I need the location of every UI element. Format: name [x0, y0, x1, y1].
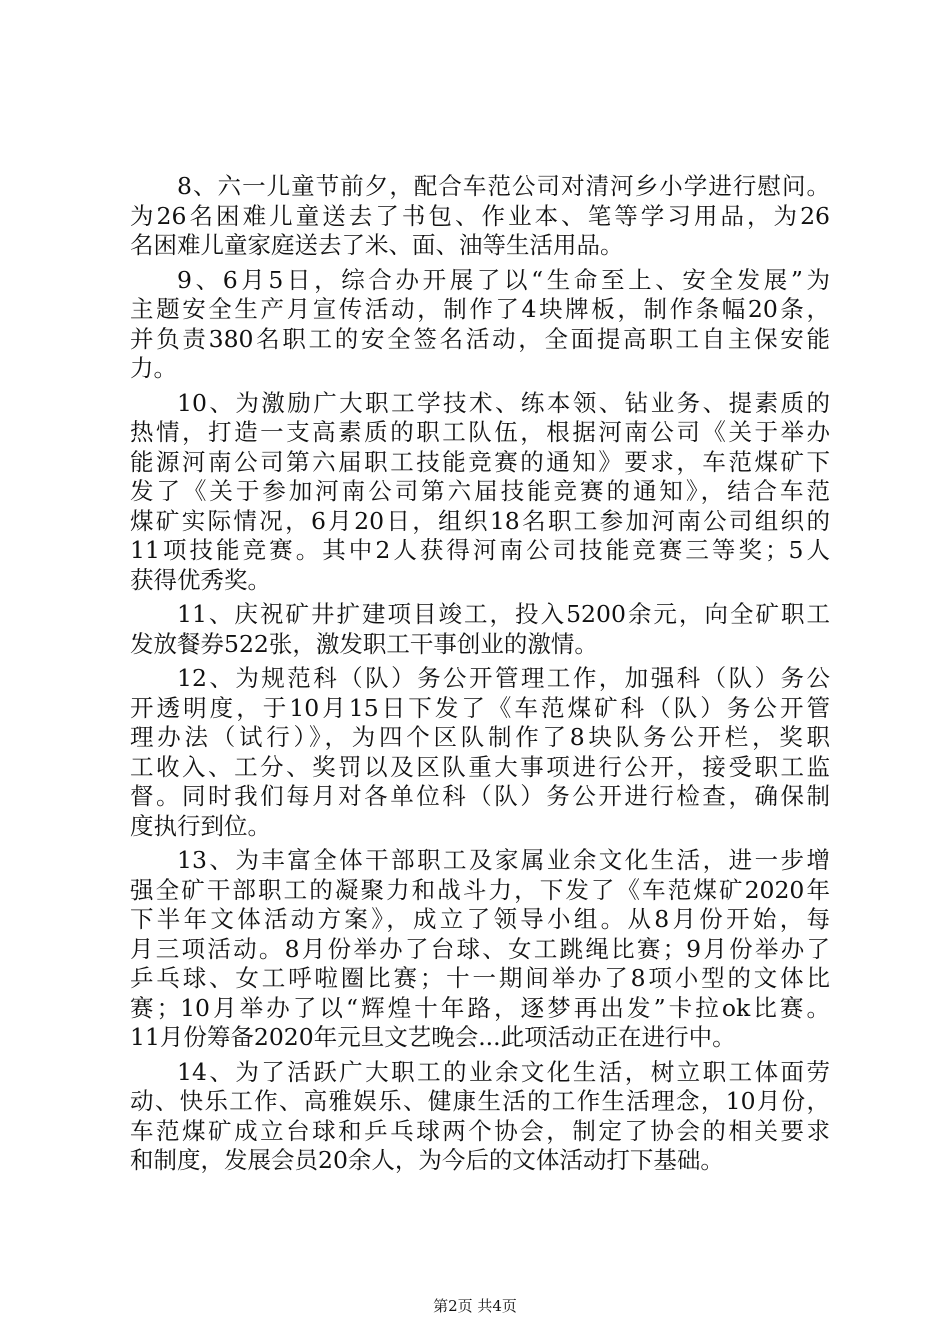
paragraph-line: 8、六一儿童节前夕，配合车范公司对清河乡小学进行慰问。	[177, 172, 830, 200]
paragraph-line: 10、为激励广大职工学技术、练本领、钻业务、提素质的	[177, 388, 830, 417]
paragraph-line: 度执行到位。	[130, 811, 271, 840]
paragraph-line: 11、庆祝矿井扩建项目竣工，投入5200余元，向全矿职工	[177, 600, 830, 628]
paragraph-line: 发了《关于参加河南公司第六届技能竞赛的通知》，结合车范	[130, 477, 830, 505]
paragraph	[130, 600, 830, 659]
paragraph-line: 赛；10月举办了以“辉煌十年路，逐梦再出发”卡拉ok比赛。	[130, 993, 830, 1022]
page-footer: 第2页 共4页	[433, 1297, 517, 1315]
paragraph-line: 12、为规范科（队）务公开管理工作，加强科（队）务公	[177, 664, 830, 692]
paragraph-line: 14、为了活跃广大职工的业余文化生活，树立职工体面劳	[177, 1057, 830, 1086]
paragraph-line: 并负责380名职工的安全签名活动，全面提高职工自主保安能	[130, 324, 830, 353]
paragraph-line: 和制度，发展会员20余人，为今后的文体活动打下基础。	[130, 1146, 724, 1174]
paragraph-line: 乒乓球、女工呼啦圈比赛；十一期间举办了8项小型的文体比	[130, 964, 830, 992]
paragraph-line: 开透明度，于10月15日下发了《车范煤矿科（队）务公开管	[130, 693, 830, 722]
paragraph-line: 11项技能竞赛。其中2人获得河南公司技能竞赛三等奖；5人	[130, 536, 830, 564]
paragraph-line: 11月份筹备2020年元旦文艺晚会...此项活动正在进行中。	[130, 1023, 736, 1051]
document-body	[130, 172, 830, 1181]
paragraph-line: 获得优秀奖。	[130, 565, 271, 594]
paragraph-line: 督。同时我们每月对各单位科（队）务公开进行检查，确保制	[130, 782, 830, 810]
paragraph	[130, 389, 830, 596]
paragraph-line: 动、快乐工作、高雅娱乐、健康生活的工作生活理念，10月份，	[130, 1087, 830, 1115]
paragraph-line: 强全矿干部职工的凝聚力和战斗力，下发了《车范煤矿2020年	[130, 875, 830, 904]
paragraph-line: 煤矿实际情况，6月20日，组织18名职工参加河南公司组织的	[130, 506, 830, 535]
paragraph-line: 主题安全生产月宣传活动，制作了4块牌板，制作条幅20条，	[130, 295, 830, 323]
paragraph-line: 名困难儿童家庭送去了米、面、油等生活用品。	[130, 231, 624, 259]
paragraph	[130, 846, 830, 1053]
paragraph-line: 工收入、工分、奖罚以及区队重大事项进行公开，接受职工监	[130, 752, 830, 781]
paragraph-line: 月三项活动。8月份举办了台球、女工跳绳比赛；9月份举办了	[130, 934, 830, 963]
paragraph-line: 13、为丰富全体干部职工及家属业余文化生活，进一步增	[177, 846, 830, 874]
paragraph-line: 热情，打造一支高素质的职工队伍，根据河南公司《关于举办	[130, 418, 830, 446]
paragraph-line: 理办法（试行）》，为四个区队制作了8块队务公开栏，奖职	[130, 723, 830, 751]
paragraph-line: 9、6月5日，综合办开展了以“生命至上、安全发展”为	[177, 265, 830, 294]
paragraph-line: 发放餐券522张，激发职工干事创业的激情。	[130, 629, 598, 658]
paragraph	[130, 1058, 830, 1176]
paragraph-line: 能源河南公司第六届职工技能竞赛的通知》要求，车范煤矿下	[130, 447, 830, 476]
paragraph-line: 车范煤矿成立台球和乒乓球两个协会，制定了协会的相关要求	[130, 1116, 830, 1145]
paragraph	[130, 664, 830, 841]
paragraph-line: 下半年文体活动方案》，成立了领导小组。从8月份开始，每	[130, 905, 830, 933]
paragraph-line: 力。	[130, 354, 177, 382]
paragraph-line: 为26名困难儿童送去了书包、作业本、笔等学习用品，为26	[130, 201, 830, 230]
paragraph	[130, 266, 830, 384]
paragraph	[130, 172, 830, 261]
